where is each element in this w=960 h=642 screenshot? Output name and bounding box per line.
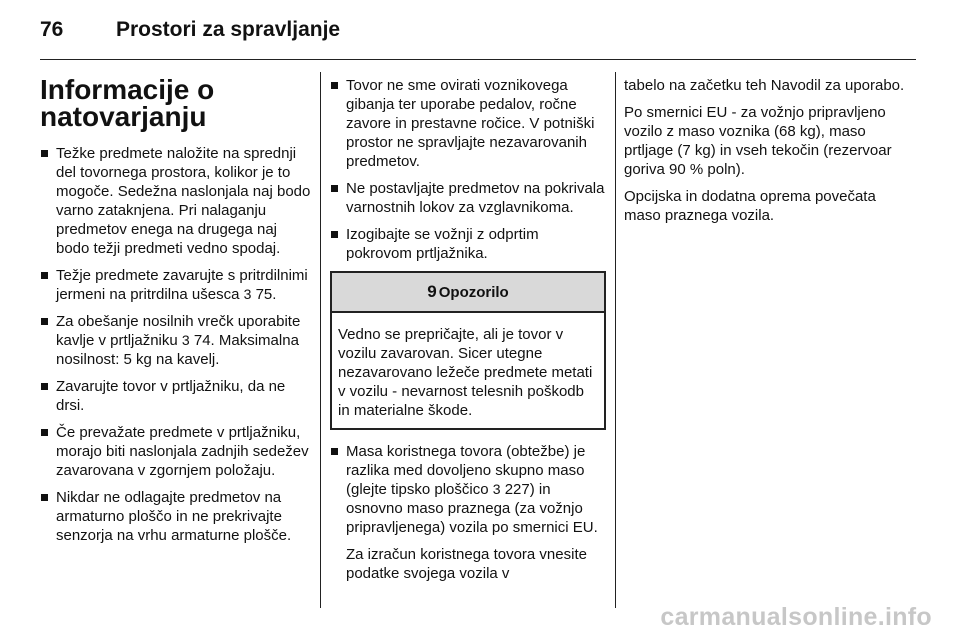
list-item: Za obešanje nosilnih vrečk uporabite kavlje v prtljažniku 3 74. Maksimalna nosilnost: 5 kg na kavelj. <box>40 312 312 369</box>
page-ref-icon: 3 <box>181 332 190 348</box>
page-ref-link[interactable]: 75. <box>255 286 277 303</box>
page-ref-link[interactable]: 74. <box>193 332 215 349</box>
list-item: Tovor ne sme ovirati voznikovega gibanja ter uporabe pedalov, ročne zavore in prestavne ročice. V potniški prostor ne spravljajte nezavarovanih predmetov. <box>330 76 606 171</box>
paragraph: Za izračun koristnega tovora vnesite podatke svojega vozila v <box>346 546 587 582</box>
page-ref-icon: 3 <box>492 481 501 497</box>
list-item: Nikdar ne odlagajte predmetov na armaturno ploščo in ne prekrivajte senzorja na vrhu armaturne plošče. <box>40 488 312 545</box>
list-item: Masa koristnega tovora (obtežbe) je razlika med dovoljeno skupno maso (glejte tipsko ploščico 3 227) in osnovno maso praznega (za vožnjo pripravljenega) vozila po smernici EU. <box>330 442 606 537</box>
paragraph: tabelo na začetku teh Navodil za uporabo. <box>624 77 905 94</box>
list-item: Izogibajte se vožnji z odprtim pokrovom prtljažnika. <box>330 225 606 263</box>
warning-icon: 9 <box>427 282 437 301</box>
bullet-list-3 <box>330 442 606 537</box>
column-3 <box>624 76 914 233</box>
column-1 <box>40 76 312 553</box>
paragraph: Opcijska in dodatna oprema povečata maso praznega vozila. <box>624 188 876 224</box>
section-title: Informacije o natovarjanju <box>40 74 215 132</box>
list-item: Če prevažate predmete v prtljažniku, morajo biti naslonjala zadnjih sedežev zavarovana v zgornjem položaju. <box>40 423 312 480</box>
bullet-list-1 <box>40 144 312 545</box>
watermark: carmanualsonline.info <box>660 603 932 631</box>
warning-title: Opozorilo <box>438 284 509 301</box>
warning-box <box>330 271 606 430</box>
list-item: Težke predmete naložite na sprednji del tovornega prostora, kolikor je to mogoče. Sedežna naslonjala naj bodo varno zataknjena. Pri nalaganju predmetov enega na drugega naj bodo težji predmeti vedno spodaj. <box>40 144 312 258</box>
list-item: Ne postavljajte predmetov na pokrivala varnostnih lokov za vzglavnikoma. <box>330 179 606 217</box>
bullet-list-2 <box>330 76 606 263</box>
page-ref-icon: 3 <box>243 286 252 302</box>
chapter-title: Prostori za spravljanje <box>116 18 341 41</box>
paragraph: Po smernici EU - za vožnjo pripravljeno vozilo z maso voznika (68 kg), maso prtljage (7 kg) in vseh tekočin (rezervoar goriva 90 % poln). <box>624 104 892 178</box>
header-rule <box>40 59 916 60</box>
page-number: 76 <box>40 18 64 41</box>
list-item: Zavarujte tovor v prtljažniku, da ne drsi. <box>40 377 312 415</box>
warning-text: Vedno se prepričajte, ali je tovor v vozilu zavarovan. Sicer utegne nezavarovano ležeče predmete metati v vozilu - nevarnost telesnih poškodb in materialne škode. <box>338 326 593 419</box>
column-2 <box>330 76 606 583</box>
column-divider-1 <box>320 72 321 608</box>
list-item: Težje predmete zavarujte s pritrdilnimi jermeni na pritrdilna ušesca 3 75. <box>40 266 312 304</box>
column-divider-2 <box>615 72 616 608</box>
warning-header <box>332 273 604 313</box>
